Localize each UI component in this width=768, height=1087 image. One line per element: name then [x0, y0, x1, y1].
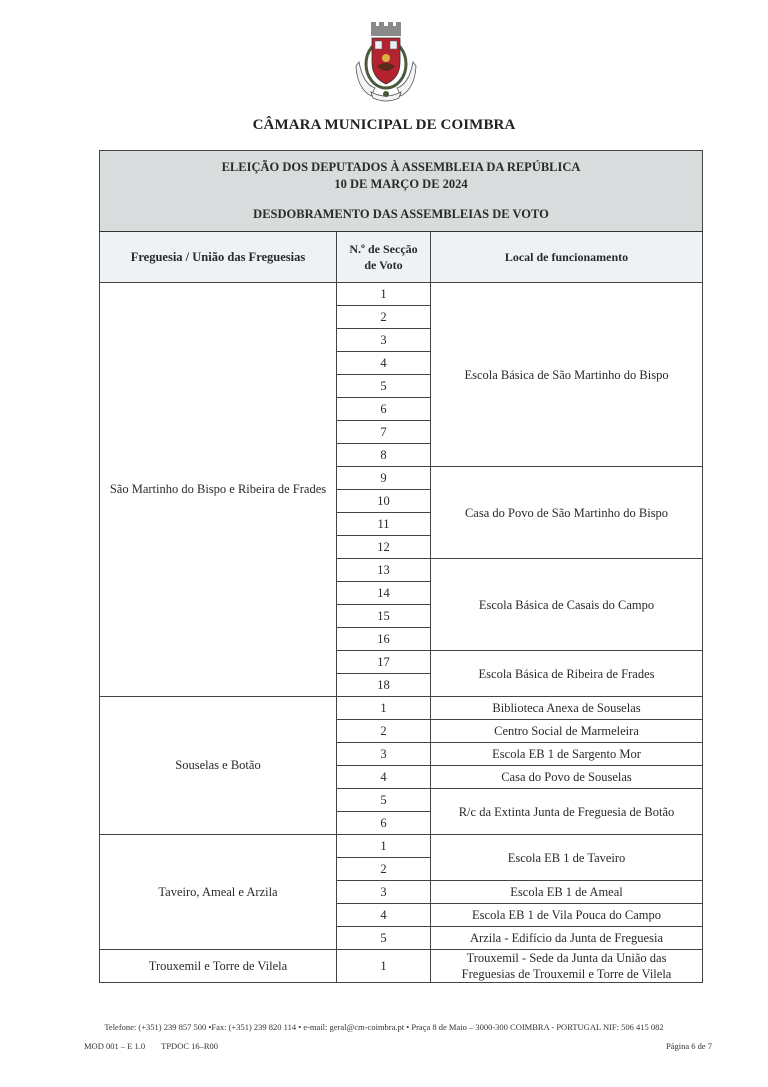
section-number: 5 — [337, 375, 431, 398]
section-number: 6 — [337, 812, 431, 835]
section-number: 6 — [337, 398, 431, 421]
table-subtitle: DESDOBRAMENTO DAS ASSEMBLEIAS DE VOTO — [253, 207, 549, 221]
location-cell: Casa do Povo de Souselas — [431, 766, 703, 789]
column-header-seccao-line2: de Voto — [364, 258, 403, 272]
section-number: 13 — [337, 559, 431, 582]
section-number: 3 — [337, 881, 431, 904]
location-cell — [431, 950, 703, 983]
section-number: 3 — [337, 743, 431, 766]
section-number: 1 — [337, 697, 431, 720]
freguesia-cell: Trouxemil e Torre de Vilela — [100, 950, 337, 983]
section-number: 2 — [337, 306, 431, 329]
section-number: 4 — [337, 904, 431, 927]
location-cell: R/c da Extinta Junta de Freguesia de Botão — [431, 789, 703, 835]
section-number: 4 — [337, 766, 431, 789]
section-number: 2 — [337, 858, 431, 881]
section-number: 7 — [337, 421, 431, 444]
location-line2: Freguesias de Trouxemil e Torre de Vilela — [461, 967, 672, 981]
location-cell: Escola EB 1 de Taveiro — [431, 835, 703, 881]
section-number: 12 — [337, 536, 431, 559]
column-header-seccao-line1: N.º de Secção — [349, 242, 418, 256]
table-row — [100, 950, 703, 983]
section-number: 10 — [337, 490, 431, 513]
freguesia-cell: Souselas e Botão — [100, 697, 337, 835]
section-number: 1 — [337, 283, 431, 306]
election-date: 10 DE MARÇO DE 2024 — [334, 177, 468, 191]
table-row — [100, 835, 703, 858]
election-title: ELEIÇÃO DOS DEPUTADOS À ASSEMBLEIA DA REPÚBLICA — [221, 160, 581, 174]
section-number: 18 — [337, 674, 431, 697]
voting-assemblies-table — [99, 150, 703, 983]
location-cell: Escola EB 1 de Vila Pouca do Campo — [431, 904, 703, 927]
location-line1: Trouxemil - Sede da Junta da União das — [466, 951, 667, 965]
column-header-seccao — [337, 232, 431, 283]
location-cell: Arzila - Edifício da Junta de Freguesia — [431, 927, 703, 950]
organization-title: CÂMARA MUNICIPAL DE COIMBRA — [252, 117, 516, 133]
section-number: 8 — [337, 444, 431, 467]
doc-ref: TPDOC 16–R00 — [161, 1041, 219, 1051]
section-number: 9 — [337, 467, 431, 490]
column-header-local: Local de funcionamento — [431, 232, 703, 283]
section-number: 1 — [337, 835, 431, 858]
page-number: Página 6 de 7 — [665, 1041, 712, 1051]
location-cell: Escola Básica de São Martinho do Bispo — [431, 283, 703, 467]
section-number: 16 — [337, 628, 431, 651]
section-number: 2 — [337, 720, 431, 743]
doc-code: MOD 001 – E 1.0 — [84, 1041, 146, 1051]
section-number: 14 — [337, 582, 431, 605]
section-number: 3 — [337, 329, 431, 352]
footer-doc-codes — [84, 1041, 232, 1051]
location-cell: Casa do Povo de São Martinho do Bispo — [431, 467, 703, 559]
section-number: 15 — [337, 605, 431, 628]
location-cell: Centro Social de Marmeleira — [431, 720, 703, 743]
location-cell: Biblioteca Anexa de Souselas — [431, 697, 703, 720]
location-cell: Escola EB 1 de Sargento Mor — [431, 743, 703, 766]
table-row — [100, 697, 703, 720]
footer-contacts: Telefone: (+351) 239 857 500 •Fax: (+351) 239 820 114 • e-mail: geral@cm-coimbra.pt • Praça 8 de Maio – 3000-300 COIMBRA - PORTUGAL NIF: 506 415 082 — [104, 1022, 664, 1032]
section-number: 4 — [337, 352, 431, 375]
table-title — [100, 151, 703, 232]
freguesia-cell: São Martinho do Bispo e Ribeira de Frades — [100, 283, 337, 697]
section-number: 5 — [337, 927, 431, 950]
freguesia-cell: Taveiro, Ameal e Arzila — [100, 835, 337, 950]
section-number: 1 — [337, 950, 431, 983]
section-number: 11 — [337, 513, 431, 536]
section-number: 17 — [337, 651, 431, 674]
table-row — [100, 283, 703, 306]
column-header-freguesia: Freguesia / União das Freguesias — [100, 232, 337, 283]
location-cell: Escola EB 1 de Ameal — [431, 881, 703, 904]
location-cell: Escola Básica de Ribeira de Frades — [431, 651, 703, 697]
location-cell: Escola Básica de Casais do Campo — [431, 559, 703, 651]
coimbra-coat-of-arms-icon — [355, 22, 417, 106]
section-number: 5 — [337, 789, 431, 812]
